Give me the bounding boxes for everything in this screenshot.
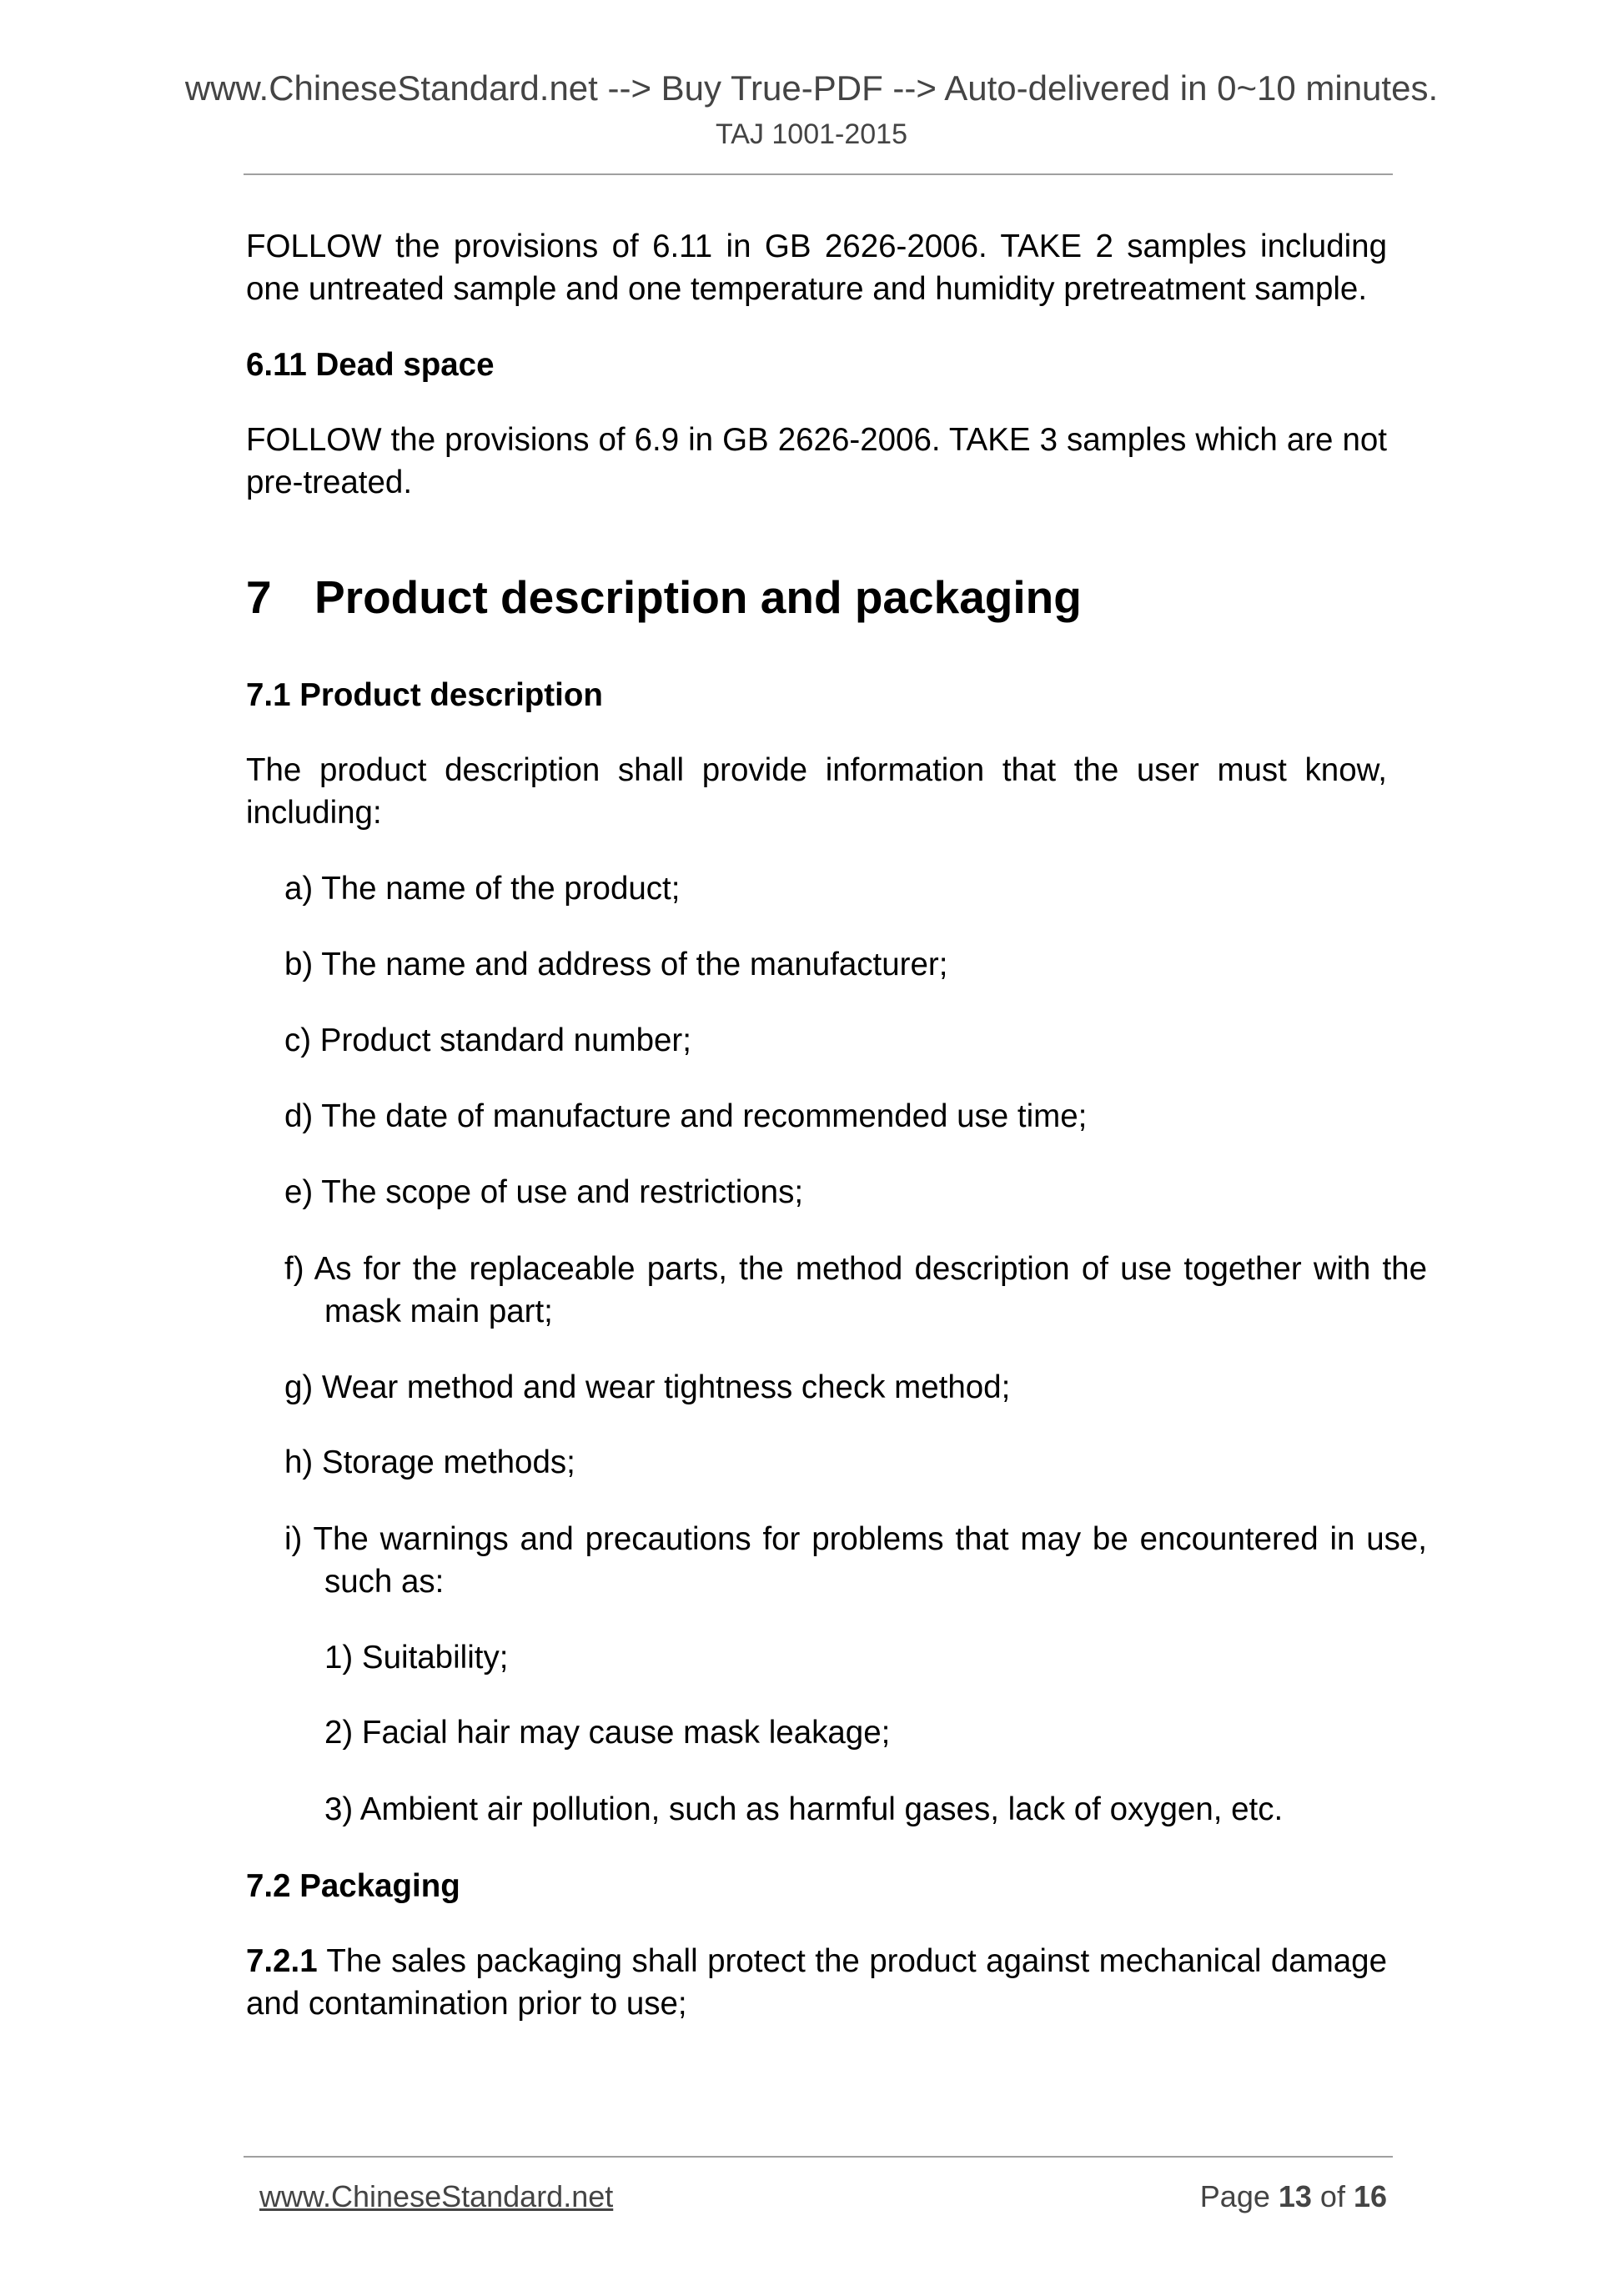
chapter-number: 7: [246, 571, 272, 623]
list-item: h) Storage methods;: [284, 1444, 575, 1480]
paragraph: The product description shall provide information that the user must know, including:: [246, 752, 1387, 831]
list-item: a) The name of the product;: [284, 871, 681, 907]
list-item: i) The warnings and precautions for problems that may be encountered in use, such as:: [284, 1521, 1427, 1600]
clause-text: The sales packaging shall protect the product against mechanical damage and contamination prior to use;: [246, 1943, 1387, 2022]
header-divider: [244, 173, 1393, 175]
header-banner: www.ChineseStandard.net --> Buy True-PDF --> Auto-delivered in 0~10 minutes.: [184, 68, 1439, 108]
total-pages: 16: [1353, 2179, 1387, 2213]
of-label: of: [1311, 2179, 1354, 2213]
chapter-heading-7: [246, 570, 1082, 625]
page-number: [1200, 2178, 1387, 2215]
footer-divider: [244, 2156, 1393, 2158]
sub-list-item: 3) Ambient air pollution, such as harmful gases, lack of oxygen, etc.: [324, 1791, 1284, 1827]
clause-number: 7.2.1: [246, 1943, 318, 1979]
paragraph: FOLLOW the provisions of 6.9 in GB 2626-2006. TAKE 3 samples which are not pre-treated.: [246, 422, 1387, 500]
list-item: f) As for the replaceable parts, the method description of use together with the mask main part;: [284, 1251, 1427, 1329]
sub-list-item: 2) Facial hair may cause mask leakage;: [324, 1715, 891, 1751]
clause-7-2-1: [246, 1940, 1387, 2025]
list-item: e) The scope of use and restrictions;: [284, 1174, 804, 1210]
current-page: 13: [1278, 2179, 1312, 2213]
section-heading-7-1: 7.1 Product description: [246, 677, 603, 713]
section-heading-7-2: 7.2 Packaging: [246, 1868, 460, 1904]
section-heading-6-11: 6.11 Dead space: [246, 347, 495, 383]
paragraph: FOLLOW the provisions of 6.11 in GB 2626-2006. TAKE 2 samples including one untreated sample and one temperature and humidity pretreatment sample.: [246, 229, 1387, 307]
document-code: TAJ 1001-2015: [716, 118, 907, 150]
list-item: d) The date of manufacture and recommended use time;: [284, 1098, 1088, 1134]
list-item: b) The name and address of the manufacturer;: [284, 947, 948, 982]
list-item: c) Product standard number;: [284, 1022, 691, 1058]
chapter-title: Product description and packaging: [314, 571, 1082, 623]
list-item: g) Wear method and wear tightness check method;: [284, 1369, 1011, 1405]
sub-list-item: 1) Suitability;: [324, 1640, 509, 1676]
page-label: Page: [1199, 2179, 1279, 2213]
footer-website-link[interactable]: www.ChineseStandard.net: [259, 2179, 614, 2213]
footer-link-container: [259, 2178, 613, 2215]
